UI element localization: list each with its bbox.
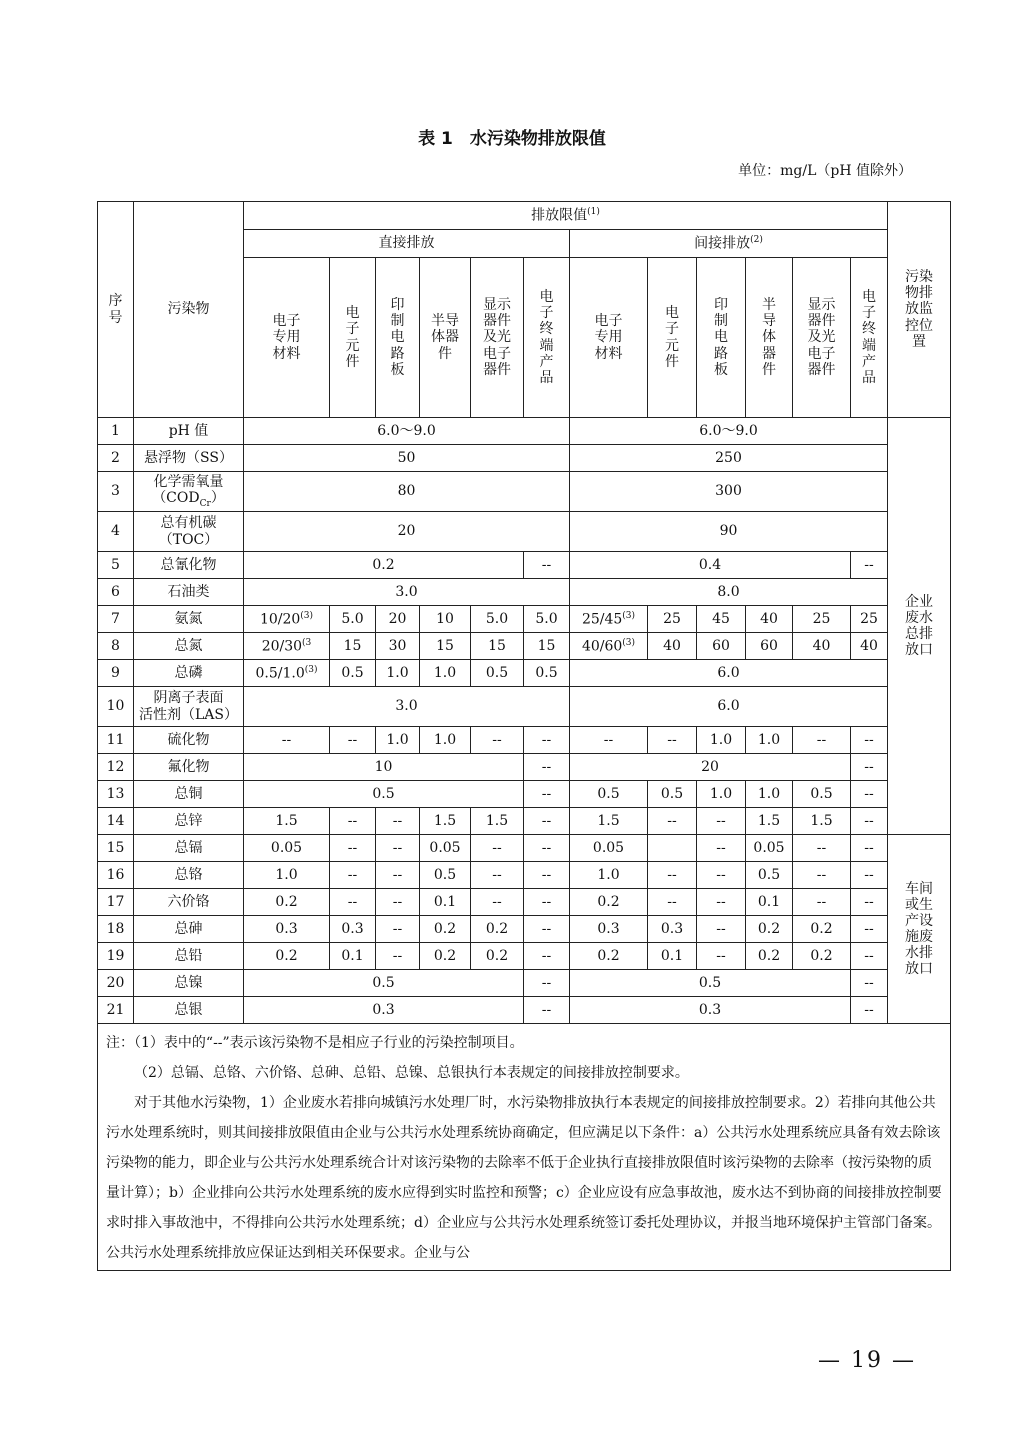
header-indirect-col: 电 子 终 端 产 品 — [851, 258, 888, 418]
pollutant-name: pH 值 — [134, 418, 244, 445]
indirect-value: 40 — [851, 633, 888, 660]
indirect-value: 0.2 — [793, 943, 851, 970]
direct-value: 0.05 — [244, 835, 330, 862]
direct-value: -- — [376, 862, 420, 889]
header-direct-col: 显示 器件 及光 电子 器件 — [471, 258, 524, 418]
indirect-value: 6.0～9.0 — [570, 418, 888, 445]
header-indirect-col: 显示 器件 及光 电子 器件 — [793, 258, 851, 418]
header-direct-col: 印 制 电 路 板 — [376, 258, 420, 418]
direct-value: 1.0 — [420, 727, 471, 754]
row-number: 6 — [98, 579, 134, 606]
direct-value: -- — [524, 727, 570, 754]
indirect-value: -- — [851, 754, 888, 781]
pollutant-name: 化学需氧量 $(COD_{Cr})$ — [134, 472, 244, 512]
direct-value: 15 — [420, 633, 471, 660]
direct-value: 5.0 — [471, 606, 524, 633]
header-indirect-col: 电 子 元 件 — [648, 258, 697, 418]
direct-value: -- — [524, 862, 570, 889]
direct-value: 3.0 — [244, 687, 570, 727]
indirect-value: -- — [697, 808, 746, 835]
unit-note: 单位：mg/L（pH 值除外） — [738, 163, 912, 179]
row-number: 8 — [98, 633, 134, 660]
direct-value: -- — [376, 835, 420, 862]
indirect-value: -- — [851, 943, 888, 970]
indirect-value: -- — [648, 808, 697, 835]
direct-value: -- — [471, 862, 524, 889]
indirect-value: 6.0 — [570, 660, 888, 687]
location-enterprise: 企业 废水 总排 放口 — [888, 418, 951, 835]
direct-value: -- — [524, 781, 570, 808]
direct-value: 15 — [524, 633, 570, 660]
direct-value: 0.5 — [330, 660, 376, 687]
indirect-value: 0.5 — [570, 781, 648, 808]
header-limit: 排放限值$^{(1)}$ — [244, 202, 888, 230]
indirect-value: 0.5 — [793, 781, 851, 808]
direct-value: -- — [524, 808, 570, 835]
direct-value: 1.0 — [376, 727, 420, 754]
note-n2: （2）总镉、总铬、六价铬、总砷、总铅、总镍、总银执行本表规定的间接排放控制要求。 — [134, 1065, 689, 1081]
indirect-value: -- — [851, 862, 888, 889]
row-number: 16 — [98, 862, 134, 889]
pollutant-name: 六价铬 — [134, 889, 244, 916]
table-row — [98, 472, 951, 512]
row-number: 19 — [98, 943, 134, 970]
indirect-value: 25/45$^{(3)}$ — [570, 606, 648, 633]
indirect-value: 1.0 — [697, 727, 746, 754]
direct-value: 0.2 — [471, 943, 524, 970]
direct-value: -- — [524, 835, 570, 862]
table-row — [98, 835, 951, 862]
pollutant-name: 总有机碳 （TOC） — [134, 512, 244, 552]
direct-value: 0.05 — [420, 835, 471, 862]
row-number: 12 — [98, 754, 134, 781]
row-number: 21 — [98, 997, 134, 1024]
indirect-value: 1.0 — [746, 727, 793, 754]
header-direct-col: 半导 体器 件 — [420, 258, 471, 418]
header-direct-col: 电子 专用 材料 — [244, 258, 330, 418]
direct-value: 0.3 — [330, 916, 376, 943]
table-row — [98, 781, 951, 808]
notes-row — [98, 1024, 951, 1271]
direct-value: 0.2 — [244, 943, 330, 970]
indirect-value: 20 — [570, 754, 851, 781]
pollutant-name: 总氰化物 — [134, 552, 244, 579]
table-row — [98, 445, 951, 472]
direct-value: 0.2 — [420, 916, 471, 943]
indirect-value: -- — [851, 808, 888, 835]
direct-value: -- — [330, 835, 376, 862]
indirect-value: 1.0 — [570, 862, 648, 889]
table-row — [98, 970, 951, 997]
indirect-value: 90 — [570, 512, 888, 552]
indirect-value: -- — [648, 862, 697, 889]
indirect-value: 25 — [851, 606, 888, 633]
indirect-value: -- — [851, 970, 888, 997]
direct-value: 50 — [244, 445, 570, 472]
table-row — [98, 997, 951, 1024]
table-row — [98, 633, 951, 660]
indirect-value: 1.5 — [793, 808, 851, 835]
pollutant-name: 总银 — [134, 997, 244, 1024]
direct-value: 0.5 — [471, 660, 524, 687]
direct-value: 1.0 — [244, 862, 330, 889]
indirect-value: 0.2 — [746, 916, 793, 943]
table-row — [98, 418, 951, 445]
indirect-value: 40 — [793, 633, 851, 660]
direct-value: 10 — [244, 754, 524, 781]
row-number: 9 — [98, 660, 134, 687]
direct-value: -- — [524, 889, 570, 916]
direct-value: 20/30$^{(3}$ — [244, 633, 330, 660]
direct-value: 0.2 — [471, 916, 524, 943]
indirect-value: -- — [697, 862, 746, 889]
table-row — [98, 687, 951, 727]
row-number: 18 — [98, 916, 134, 943]
direct-value: 1.0 — [376, 660, 420, 687]
direct-value: -- — [330, 727, 376, 754]
table-row — [98, 727, 951, 754]
direct-value: 10/20$^{(3)}$ — [244, 606, 330, 633]
indirect-value: -- — [851, 727, 888, 754]
header-indirect: 间接排放$^{(2)}$ — [570, 230, 888, 258]
indirect-value — [648, 835, 697, 862]
direct-value: 0.1 — [420, 889, 471, 916]
direct-value: -- — [471, 727, 524, 754]
header-seq: 序 号 — [98, 202, 134, 418]
pollutant-name: 石油类 — [134, 579, 244, 606]
indirect-value: 0.3 — [570, 916, 648, 943]
direct-value: -- — [524, 943, 570, 970]
row-number: 3 — [98, 472, 134, 512]
header-location: 污染 物排 放监 控位 置 — [888, 202, 951, 418]
page-number: — 19 — — [818, 1348, 916, 1373]
direct-value: 0.5 — [524, 660, 570, 687]
row-number: 15 — [98, 835, 134, 862]
direct-value: -- — [524, 754, 570, 781]
direct-value: 0.2 — [244, 889, 330, 916]
table-row — [98, 862, 951, 889]
location-workshop: 车间 或生 产设 施废 水排 放口 — [888, 835, 951, 1024]
notes — [98, 1024, 951, 1271]
pollutant-name: 总铬 — [134, 862, 244, 889]
pollutant-name: 总铅 — [134, 943, 244, 970]
direct-value: -- — [376, 808, 420, 835]
direct-value: 1.0 — [420, 660, 471, 687]
indirect-value: 0.1 — [648, 943, 697, 970]
indirect-value: 300 — [570, 472, 888, 512]
direct-value: 5.0 — [524, 606, 570, 633]
pollutant-name: 总氮 — [134, 633, 244, 660]
pollutant-name: 总磷 — [134, 660, 244, 687]
direct-value: -- — [524, 997, 570, 1024]
direct-value: 20 — [244, 512, 570, 552]
indirect-value: 1.0 — [746, 781, 793, 808]
pollutant-name: 总砷 — [134, 916, 244, 943]
header-direct-col: 电 子 元 件 — [330, 258, 376, 418]
pollutant-name: 总锌 — [134, 808, 244, 835]
indirect-value: -- — [697, 889, 746, 916]
indirect-value: 45 — [697, 606, 746, 633]
direct-value: 15 — [330, 633, 376, 660]
direct-value: 1.5 — [471, 808, 524, 835]
indirect-value: -- — [851, 916, 888, 943]
header-direct: 直接排放 — [244, 230, 570, 258]
direct-value: -- — [471, 889, 524, 916]
indirect-value: 25 — [793, 606, 851, 633]
indirect-value: 0.2 — [570, 943, 648, 970]
table-row — [98, 889, 951, 916]
direct-value: 20 — [376, 606, 420, 633]
row-number: 10 — [98, 687, 134, 727]
table-row — [98, 606, 951, 633]
table-row — [98, 579, 951, 606]
row-number: 17 — [98, 889, 134, 916]
table-title: 表 1 水污染物排放限值 — [418, 129, 606, 149]
row-number: 20 — [98, 970, 134, 997]
direct-value: -- — [524, 970, 570, 997]
indirect-value: 1.5 — [570, 808, 648, 835]
indirect-value: 0.05 — [570, 835, 648, 862]
direct-value: 0.2 — [420, 943, 471, 970]
direct-value: -- — [330, 862, 376, 889]
direct-value: 6.0～9.0 — [244, 418, 570, 445]
direct-value: 0.1 — [330, 943, 376, 970]
direct-value: 80 — [244, 472, 570, 512]
row-number: 13 — [98, 781, 134, 808]
table-row — [98, 552, 951, 579]
table-row — [98, 916, 951, 943]
indirect-value: -- — [648, 889, 697, 916]
indirect-value: -- — [851, 997, 888, 1024]
indirect-value: -- — [697, 943, 746, 970]
pollutant-name: 阴离子表面 活性剂（LAS） — [134, 687, 244, 727]
table-row — [98, 754, 951, 781]
direct-value: 0.3 — [244, 916, 330, 943]
direct-value: 0.3 — [244, 997, 524, 1024]
emission-limits-table — [97, 201, 951, 1271]
row-number: 1 — [98, 418, 134, 445]
note-n3: 对于其他水污染物，1）企业废水若排向城镇污水处理厂时，水污染物排放执行本表规定的间接排放控制要求。2）若排向其他公共污水处理系统时，则其间接排放限值由企业与公共污水处理系统协商确定，但应满足以下条件：a）公共污水处理系统应具备有效去除该污染物的能力，即企业与公共污水处理系统合计对该污染物的去除率不低于企业执行直接排放限值时该污染物的去除率（按污染物的质量计算）；b）企业排向公共污水处理系统的废水应得到实时监控和预警；c）企业应设有应急事故池，废水达不到协商的间接排放控制要求时排入事故池中，不得排向公共污水处理系统；d）企业应与公共污水处理系统签订委托处理协议，并报当地环境保护主管部门备案。公共污水处理系统排放应保证达到相关环保要求。企业与公 — [106, 1095, 942, 1261]
indirect-value: 1.0 — [697, 781, 746, 808]
row-number: 11 — [98, 727, 134, 754]
indirect-value: -- — [851, 835, 888, 862]
indirect-value: -- — [793, 727, 851, 754]
pollutant-name: 总镉 — [134, 835, 244, 862]
table-row — [98, 808, 951, 835]
pollutant-name: 总铜 — [134, 781, 244, 808]
header-indirect-col: 印 制 电 路 板 — [697, 258, 746, 418]
indirect-value: 40 — [746, 606, 793, 633]
header-direct-col: 电 子 终 端 产 品 — [524, 258, 570, 418]
note-n1: 注：（1）表中的“--”表示该污染物不是相应子行业的污染控制项目。 — [106, 1035, 524, 1051]
direct-value: 0.2 — [244, 552, 524, 579]
indirect-value: 0.5 — [648, 781, 697, 808]
indirect-value: 40/60$^{(3)}$ — [570, 633, 648, 660]
direct-value: 15 — [471, 633, 524, 660]
pollutant-name: 氨氮 — [134, 606, 244, 633]
direct-value: 0.5 — [420, 862, 471, 889]
indirect-value: 0.3 — [648, 916, 697, 943]
indirect-value: 60 — [697, 633, 746, 660]
direct-value: 5.0 — [330, 606, 376, 633]
header-pollutant: 污染物 — [134, 202, 244, 418]
indirect-value: 0.3 — [570, 997, 851, 1024]
direct-value: 0.5 — [244, 781, 524, 808]
indirect-value: 0.1 — [746, 889, 793, 916]
indirect-value: 0.5 — [570, 970, 851, 997]
indirect-value: -- — [697, 835, 746, 862]
indirect-value: -- — [851, 552, 888, 579]
direct-value: -- — [376, 943, 420, 970]
direct-value: -- — [376, 889, 420, 916]
table-row — [98, 660, 951, 687]
header-indirect-col: 半 导 体 器 件 — [746, 258, 793, 418]
indirect-value: 8.0 — [570, 579, 888, 606]
indirect-value: 250 — [570, 445, 888, 472]
direct-value: -- — [471, 835, 524, 862]
direct-value: 0.5/1.0$^{(3)}$ — [244, 660, 330, 687]
indirect-value: -- — [570, 727, 648, 754]
table-row — [98, 512, 951, 552]
indirect-value: 25 — [648, 606, 697, 633]
indirect-value: 0.2 — [746, 943, 793, 970]
pollutant-name: 硫化物 — [134, 727, 244, 754]
direct-value: 1.5 — [244, 808, 330, 835]
direct-value: -- — [244, 727, 330, 754]
indirect-value: 6.0 — [570, 687, 888, 727]
indirect-value: -- — [697, 916, 746, 943]
pollutant-name: 总镍 — [134, 970, 244, 997]
indirect-value: 0.05 — [746, 835, 793, 862]
indirect-value: 0.5 — [746, 862, 793, 889]
direct-value: -- — [330, 808, 376, 835]
direct-value: -- — [330, 889, 376, 916]
direct-value: 10 — [420, 606, 471, 633]
indirect-value: -- — [851, 889, 888, 916]
indirect-value: 40 — [648, 633, 697, 660]
table-row — [98, 943, 951, 970]
direct-value: -- — [524, 552, 570, 579]
indirect-value: -- — [793, 889, 851, 916]
header-row — [98, 202, 951, 230]
pollutant-name: 氟化物 — [134, 754, 244, 781]
direct-value: 30 — [376, 633, 420, 660]
indirect-value: -- — [851, 781, 888, 808]
row-number: 5 — [98, 552, 134, 579]
indirect-value: 60 — [746, 633, 793, 660]
row-number: 2 — [98, 445, 134, 472]
indirect-value: 0.2 — [570, 889, 648, 916]
indirect-value: -- — [793, 862, 851, 889]
indirect-value: 0.4 — [570, 552, 851, 579]
indirect-value: 0.2 — [793, 916, 851, 943]
row-number: 7 — [98, 606, 134, 633]
indirect-value: -- — [793, 835, 851, 862]
indirect-value: -- — [648, 727, 697, 754]
direct-value: -- — [524, 916, 570, 943]
row-number: 4 — [98, 512, 134, 552]
pollutant-name: 悬浮物（SS） — [134, 445, 244, 472]
header-indirect-col: 电子 专用 材料 — [570, 258, 648, 418]
direct-value: 1.5 — [420, 808, 471, 835]
direct-value: 3.0 — [244, 579, 570, 606]
row-number: 14 — [98, 808, 134, 835]
direct-value: 0.5 — [244, 970, 524, 997]
indirect-value: 1.5 — [746, 808, 793, 835]
direct-value: -- — [376, 916, 420, 943]
